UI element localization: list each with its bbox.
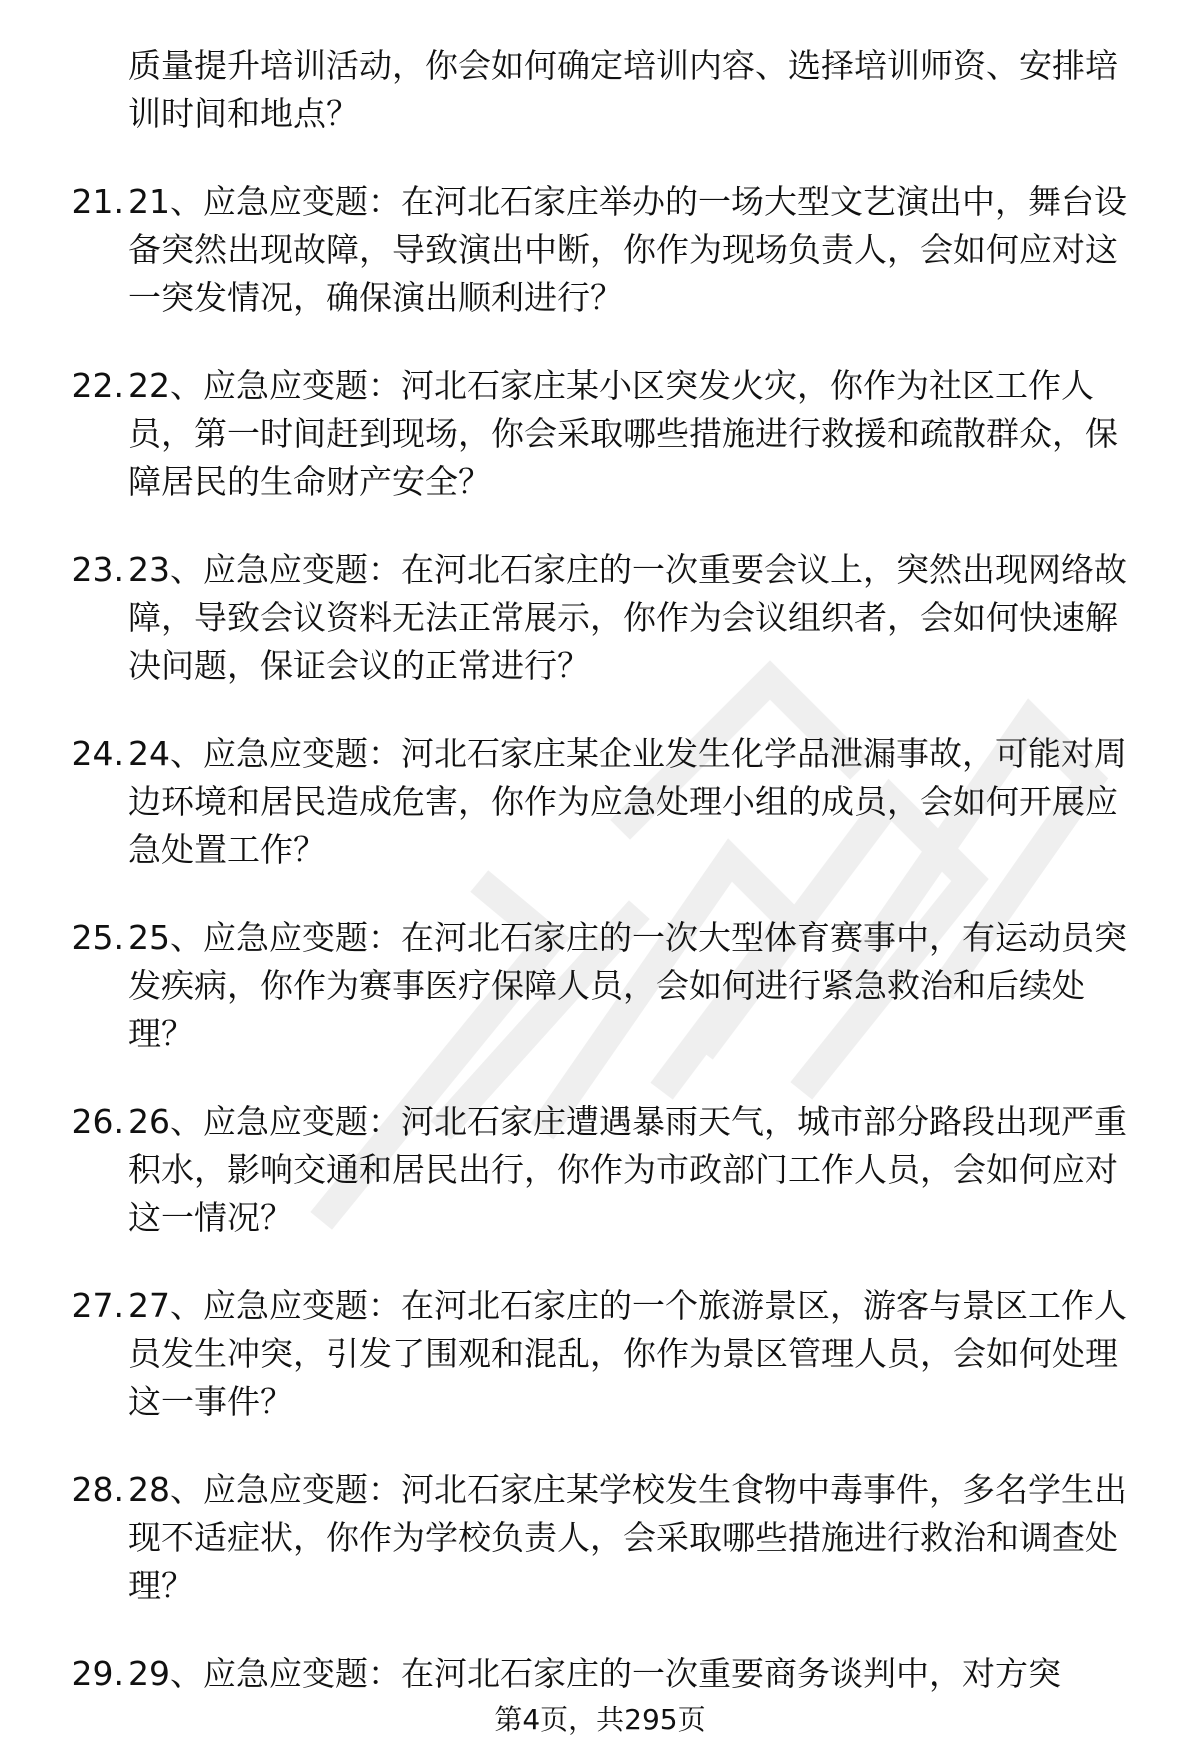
page-number-footer: 第4页，共295页 [494,1703,706,1736]
list-item-number: 22. [71,366,124,405]
list-item-text: 22、应急应变题：河北石家庄某小区突发火灾，你作为社区工作人员，第一时间赶到现场，你会采取哪些措施进行救援和疏散群众，保障居民的生命财产安全？ [128,366,1118,501]
list-item-number: 23. [71,550,124,589]
list-item-number: 21. [71,182,124,221]
list-item [71,914,1138,1058]
list-item [71,178,1138,322]
list-item-text: 23、应急应变题：在河北石家庄的一次重要会议上，突然出现网络故障，导致会议资料无法正常展示，你作为会议组织者，会如何快速解决问题，保证会议的正常进行？ [128,550,1127,685]
list-item-number: 28. [71,1470,124,1509]
list-item-text: 26、应急应变题：河北石家庄遭遇暴雨天气，城市部分路段出现严重积水，影响交通和居民出行，你作为市政部门工作人员，会如何应对这一情况？ [128,1102,1127,1237]
list-item [71,362,1138,506]
question-list [0,178,1200,1698]
list-item-number: 29. [71,1654,124,1693]
list-item [71,1098,1138,1242]
list-item-text: 28、应急应变题：河北石家庄某学校发生食物中毒事件，多名学生出现不适症状，你作为学校负责人，会采取哪些措施进行救治和调查处理？ [128,1470,1127,1605]
document-body [0,42,1200,1738]
list-item [71,730,1138,874]
list-item-text: 27、应急应变题：在河北石家庄的一个旅游景区，游客与景区工作人员发生冲突，引发了围观和混乱，你作为景区管理人员，会如何处理这一事件？ [128,1286,1127,1421]
list-item-number: 26. [71,1102,124,1141]
list-item [71,1650,1138,1698]
list-item-text: 25、应急应变题：在河北石家庄的一次大型体育赛事中，有运动员突发疾病，你作为赛事医疗保障人员，会如何进行紧急救治和后续处理？ [128,918,1127,1053]
list-item-text: 24、应急应变题：河北石家庄某企业发生化学品泄漏事故，可能对周边环境和居民造成危害，你作为应急处理小组的成员，会如何开展应急处置工作？ [128,734,1127,869]
list-item [71,546,1138,690]
list-item [71,1466,1138,1610]
list-item-text: 21、应急应变题：在河北石家庄举办的一场大型文艺演出中，舞台设备突然出现故障，导致演出中断，你作为现场负责人，会如何应对这一突发情况，确保演出顺利进行？ [128,182,1127,317]
list-item-number: 25. [71,918,124,957]
list-item-text: 29、应急应变题：在河北石家庄的一次重要商务谈判中，对方突 [128,1654,1061,1693]
list-item [71,1282,1138,1426]
list-item-number: 27. [71,1286,124,1325]
list-item-number: 24. [71,734,124,773]
continuation-paragraph: 质量提升培训活动，你会如何确定培训内容、选择培训师资、安排培训时间和地点？ [128,46,1118,133]
